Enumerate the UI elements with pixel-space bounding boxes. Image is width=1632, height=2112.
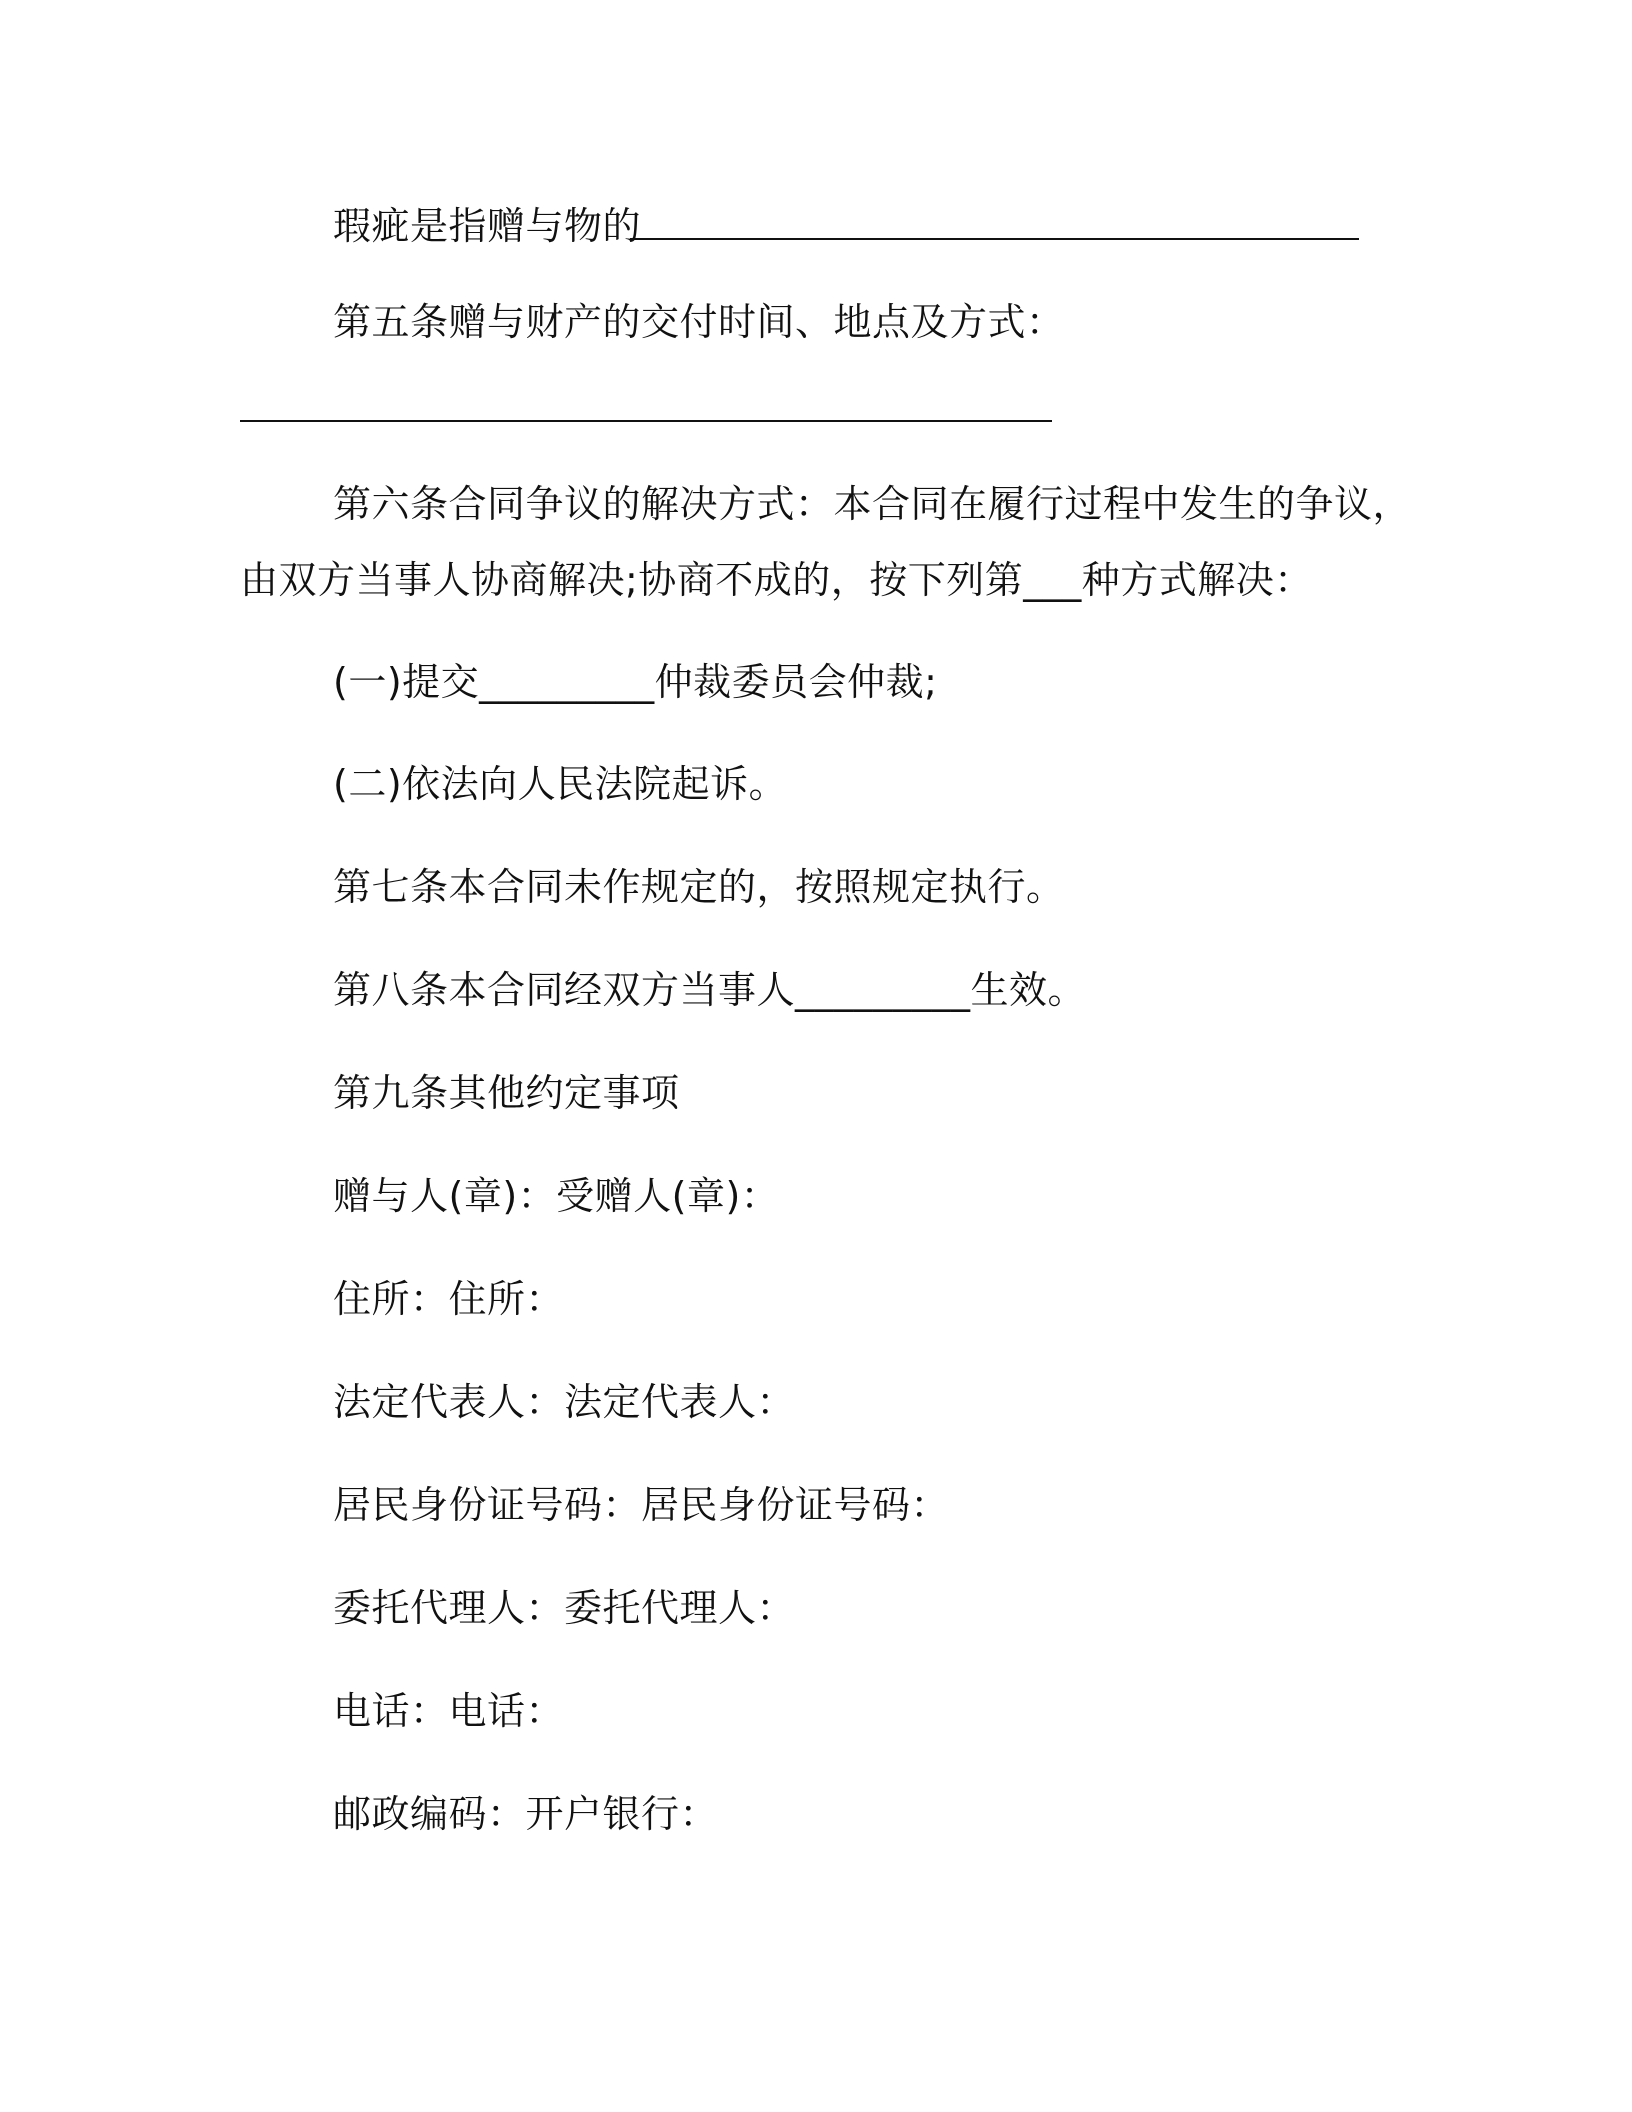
agent-line: 委托代理人：委托代理人： <box>333 1586 796 1630</box>
article-9-line: 第九条其他约定事项 <box>333 1071 680 1115</box>
phone-line: 电话：电话： <box>333 1689 565 1733</box>
article-6-line-2: 由双方当事人协商解决;协商不成的，按下列第___种方式解决： <box>240 558 1313 602</box>
article-8-line: 第八条本合同经双方当事人_________生效。 <box>333 968 1087 1012</box>
article-5-blank <box>240 420 1052 422</box>
defect-definition-blank <box>630 238 1359 240</box>
postcode-bank-line: 邮政编码：开户银行： <box>333 1792 719 1836</box>
id-number-line: 居民身份证号码：居民身份证号码： <box>333 1483 950 1527</box>
legal-representative-line: 法定代表人：法定代表人： <box>333 1380 796 1424</box>
option-2-line: (二)依法向人民法院起诉。 <box>333 762 788 806</box>
article-5-line: 第五条赠与财产的交付时间、地点及方式： <box>333 300 1065 344</box>
signature-line: 赠与人(章)：受赠人(章)： <box>333 1174 780 1218</box>
option-1-line: (一)提交_________仲裁委员会仲裁; <box>333 660 938 704</box>
article-6-line-1: 第六条合同争议的解决方式：本合同在履行过程中发生的争议， <box>333 482 1412 526</box>
address-line: 住所：住所： <box>333 1277 565 1321</box>
defect-definition-line: 瑕疵是指赠与物的 <box>333 204 642 248</box>
article-7-line: 第七条本合同未作规定的，按照规定执行。 <box>333 865 1065 909</box>
